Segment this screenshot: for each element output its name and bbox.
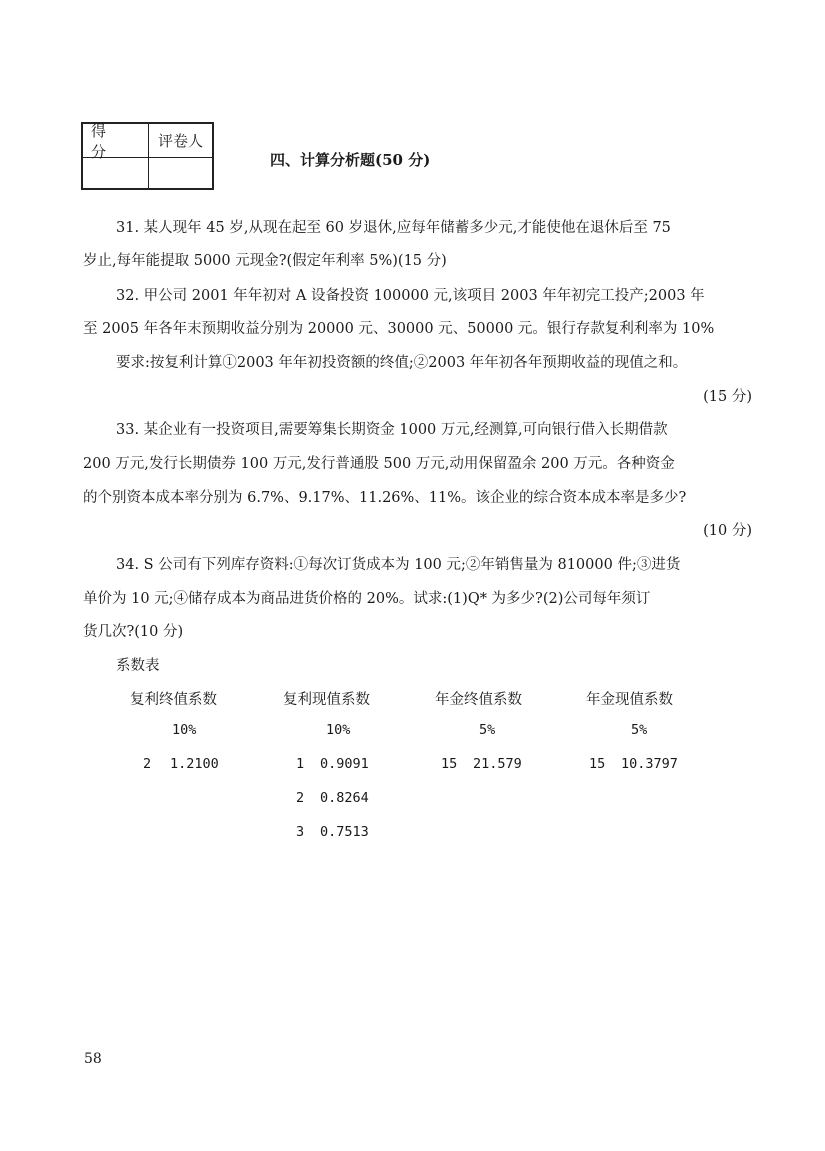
q34-line2: 单价为 10 元;④储存成本为商品进货价格的 20%。试求:(1)Q* 为多少?(2)公司每年须订	[83, 591, 651, 607]
col2-row2-period: 2	[296, 790, 305, 806]
col3-row1-value: 21.579	[473, 756, 522, 772]
q33-line1: 33. 某企业有一投资项目,需要筹集长期资金 1000 万元,经测算,可向银行借入长期借款	[116, 422, 668, 438]
col2-row3-period: 3	[296, 824, 305, 840]
q33-score: (10 分)	[703, 523, 752, 539]
col1-rate: 10%	[172, 722, 197, 738]
col2-row1-period: 1	[296, 756, 305, 772]
q34-line1: 34. S 公司有下列库存资料:①每次订货成本为 100 元;②年销售量为 810000 件;③进货	[116, 557, 681, 573]
col1-row1-value: 1.2100	[170, 756, 219, 772]
col2-row1-value: 0.9091	[320, 756, 369, 772]
q31-line1: 31. 某人现年 45 岁,从现在起至 60 岁退休,应每年储蓄多少元,才能使他在退休后至 75	[116, 220, 671, 236]
col4-row1-value: 10.3797	[621, 756, 678, 772]
col4-rate: 5%	[631, 722, 648, 738]
col2-row3-value: 0.7513	[320, 824, 369, 840]
col4-row1-period: 15	[589, 756, 606, 772]
grader-cell	[149, 158, 212, 188]
page-number: 58	[84, 1051, 102, 1067]
col2-rate: 10%	[326, 722, 351, 738]
col1-row1-period: 2	[143, 756, 152, 772]
col2-header: 复利现值系数	[283, 692, 370, 708]
grader-header: 评卷人	[149, 124, 212, 158]
q33-line2: 200 万元,发行长期债券 100 万元,发行普通股 500 万元,动用保留盈余 200 万元。各种资金	[83, 456, 675, 472]
score-box	[81, 122, 214, 190]
score-header: 得 分	[83, 124, 149, 158]
score-cell	[83, 158, 149, 188]
col3-rate: 5%	[479, 722, 496, 738]
q32-line2: 至 2005 年各年末预期收益分别为 20000 元、30000 元、50000 元。银行存款复利利率为 10%	[83, 321, 715, 337]
col2-row2-value: 0.8264	[320, 790, 369, 806]
q34-line3: 货几次?(10 分)	[83, 624, 184, 640]
q32-line3: 要求:按复利计算①2003 年年初投资额的终值;②2003 年年初各年预期收益的现值之和。	[116, 355, 688, 371]
coef-table-title: 系数表	[116, 658, 160, 674]
section-title: 四、计算分析题(50 分)	[270, 151, 431, 169]
q33-line3: 的个别资本成本率分别为 6.7%、9.17%、11.26%、11%。该企业的综合资本成本率是多少?	[83, 490, 687, 506]
q32-score: (15 分)	[703, 389, 752, 405]
col3-header: 年金终值系数	[435, 692, 522, 708]
col4-header: 年金现值系数	[586, 692, 673, 708]
col1-header: 复利终值系数	[130, 692, 217, 708]
q31-line2: 岁止,每年能提取 5000 元现金?(假定年利率 5%)(15 分)	[83, 253, 447, 269]
col3-row1-period: 15	[441, 756, 458, 772]
q32-line1: 32. 甲公司 2001 年年初对 A 设备投资 100000 元,该项目 2003 年年初完工投产;2003 年	[116, 288, 705, 304]
